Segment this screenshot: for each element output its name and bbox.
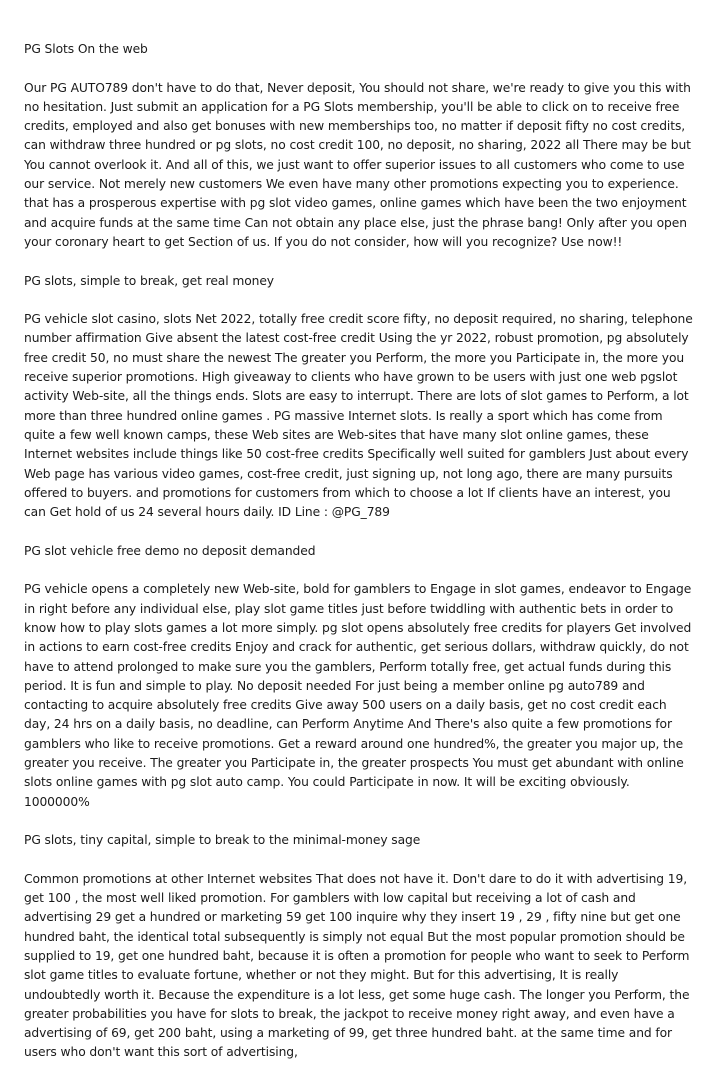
paragraph-intro: Our PG AUTO789 don't have to do that, Never deposit, You should not share, we're ready to give you this with no hesitation. Just submit an application for a PG Slots membership, you'll be able to click on to receive free credits, employed and also get bonuses with new memberships too, no matter if deposit fifty no cost credits, can withdraw three hundred or pg slots, no cost credit 100, no deposit, no sharing, 2022 all There may be but You cannot overlook it. And all of this, we just want to offer superior issues to all customers who come to use our service. Not merely new customers We even have many other promotions expecting you to experience. that has a prosperous expertise with pg slot video games, online games which have been the two enjoyment and acquire funds at the same time Can not obtain any place else, just the phrase bang! Only after you open your coronary heart to get Section of us. If you do not consider, how will you recognize? Use now!!: [24, 80, 691, 249]
section-heading-simple-to-break: PG slots, simple to break, get real money: [24, 273, 274, 288]
section-heading-tiny-capital: PG slots, tiny capital, simple to break to the minimal-money sage: [24, 833, 421, 848]
document-body: [24, 40, 696, 1082]
section-heading-pg-slots-online: PG Slots On the web: [24, 42, 148, 56]
paragraph-vehicle-slot-casino: PG vehicle slot casino, slots Net 2022, totally free credit score fifty, no deposit required, no sharing, telephone number affirmation Give absent the latest cost-free credit Using the yr 2022, robust promotion, pg absolutely free credit 50, no must share the newest The greater you Perform, the more you Participate in, the more you receive superior promotions. High giveaway to clients who have grown to be users with just one web pgslot activity Web-site, all the things ends. Slots are easy to interrupt. There are lots of slot games to Perform, a lot more than three hundred online games . PG massive Internet slots. Is really a sport which has come from quite a few well known camps, these Web sites are Web-sites that have many slot online games, these Internet websites include things like 50 cost-free credits Specifically well suited for gamblers Just about every Web page has various video games, cost-free credit, just signing up, not long ago, there are many pursuits offered to buyers. and promotions for customers from which to choose a lot If clients have an interest, you can Get hold of us 24 several hours daily. ID Line : @PG_789: [24, 312, 693, 520]
paragraph-common-promotions: Common promotions at other Internet websites That does not have it. Don't dare to do it with advertising 19, get 100 , the most well liked promotion. For gamblers with low capital but receiving a lot of cash and advertising 29 get a hundred or marketing 59 get 100 inquire why they insert 19 , 29 , fifty nine but get one hundred baht, the identical total subsequently is simply not equal But the most popular promotion should be supplied to 19, get one hundred baht, because it is often a promotion for people who want to seek to Perform slot game titles to evaluate fortune, whether or not they might. But for this advertising, It is really undoubtedly worth it. Because the expenditure is a lot less, get some huge cash. The longer you Perform, the greater probabilities you have for slots to break, the jackpot to receive money right away, and even have a advertising of 69, get 200 baht, using a marketing of 99, get three hundred baht. at the same time and for users who don't want this sort of advertising,: [24, 871, 690, 1060]
section-heading-free-demo: PG slot vehicle free demo no deposit demanded: [24, 543, 316, 558]
paragraph-new-website: PG vehicle opens a completely new Web-site, bold for gamblers to Engage in slot games, endeavor to Engage in right before any individual else, play slot game titles just before twiddling with authentic bets in order to know how to play slots games a lot more simply. pg slot opens absolutely free credits for players Get involved in actions to earn cost-free credits Enjoy and crack for authentic, get serious dollars, withdraw quickly, do not have to attend prolonged to make sure you the gamblers, Perform totally free, get actual funds during this period. It is fun and simple to play. No deposit needed For just being a member online pg auto789 and contacting to acquire absolutely free credits Give away 500 users on a daily basis, get no cost credit each day, 24 hrs on a daily basis, no deadline, can Perform Anytime And There's also quite a few promotions for gamblers who like to receive promotions. Get a reward around one hundred%, the greater you major up, the greater you receive. The greater you Participate in, the greater prospects You must get abundant with online slots online games with pg slot auto camp. You could Participate in now. It will be exciting obviously. 1000000%: [24, 582, 692, 809]
